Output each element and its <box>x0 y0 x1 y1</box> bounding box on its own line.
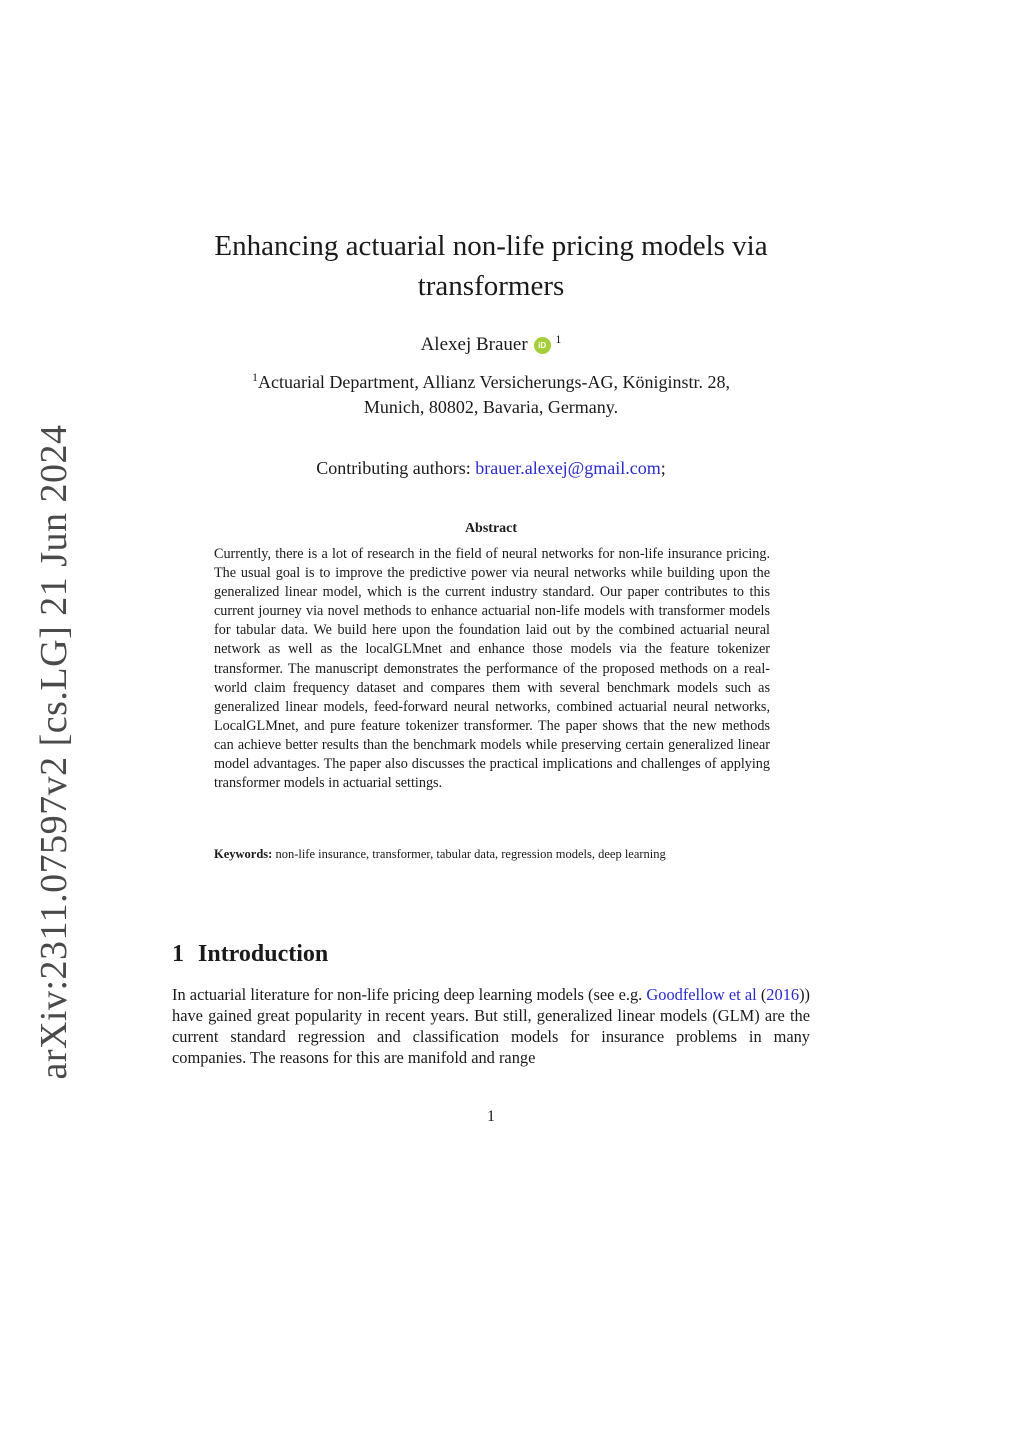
citation-author-link[interactable]: Goodfellow et al <box>646 985 757 1004</box>
keywords-text: non-life insurance, transformer, tabular data, regression models, deep learning <box>272 847 666 861</box>
section-title: Introduction <box>198 941 329 967</box>
introduction-paragraph <box>172 984 810 1068</box>
citation-year-link[interactable]: 2016 <box>766 985 800 1004</box>
abstract-text: Currently, there is a lot of research in the field of neural networks for non-life insurance pricing. The usual goal is to improve the predictive power via neural networks while building upon the generalized linear model, which is the current industry standard. Our paper contributes to this current journey via novel methods to enhance actuarial non-life models with transformer models for tabular data. We build here upon the foundation laid out by the combined actuarial neural network as well as the localGLMnet and enhance those models via the feature tokenizer transformer. The manuscript demonstrates the performance of the proposed methods on a real-world claim frequency dataset and compares them with several benchmark models such as generalized linear models, feed-forward neural networks, combined actuarial neural networks, LocalGLMnet, and pure feature tokenizer transformer. The paper shows that the new methods can achieve better results than the benchmark models while preserving certain generalized linear model advantages. The paper also discusses the practical implications and challenges of applying transformer models in actuarial settings. <box>214 546 770 792</box>
section-number: 1 <box>172 941 184 967</box>
contributing-label: Contributing authors: <box>316 458 476 478</box>
affiliation-line-1 <box>0 370 982 395</box>
affiliation-mark: 1 <box>251 370 258 384</box>
citation-open: ( <box>756 985 767 1004</box>
affiliation-line-1-text: Actuarial Department, Allianz Versicherungs-AG, Königinstr. 28, <box>257 372 731 392</box>
title-line-2: transformers <box>417 270 565 302</box>
intro-text-part-1: In actuarial literature for non-life pricing deep learning models (see e.g. <box>172 985 647 1004</box>
keywords-label: Keywords: <box>214 847 273 861</box>
intro-text-part-2: )) have gained great popularity in recent years. But still, generalized linear models (GLM) are the current standard regression and classification models for insurance problems in many companies. The reasons for this are manifold and range <box>172 985 810 1067</box>
author-email-link[interactable]: brauer.alexej@gmail.com <box>475 458 661 478</box>
orcid-icon[interactable]: iD <box>534 337 551 354</box>
author-line <box>0 334 982 356</box>
keywords <box>214 846 770 862</box>
section-heading-introduction <box>172 941 328 968</box>
title-line-1: Enhancing actuarial non-life pricing models via <box>214 230 768 262</box>
page-number: 1 <box>487 1108 495 1125</box>
contributing-authors <box>0 458 982 479</box>
paper-title <box>0 226 982 306</box>
author-affiliation-mark: 1 <box>555 332 562 346</box>
arxiv-identifier-stamp: arXiv:2311.07597v2 [cs.LG] 21 Jun 2024 <box>33 424 75 1080</box>
contributing-trailing: ; <box>660 458 666 478</box>
affiliation-line-2: Munich, 80802, Bavaria, Germany. <box>363 397 619 417</box>
author-name: Alexej Brauer <box>420 334 528 355</box>
affiliation <box>0 370 982 420</box>
abstract-heading: Abstract <box>464 521 518 536</box>
